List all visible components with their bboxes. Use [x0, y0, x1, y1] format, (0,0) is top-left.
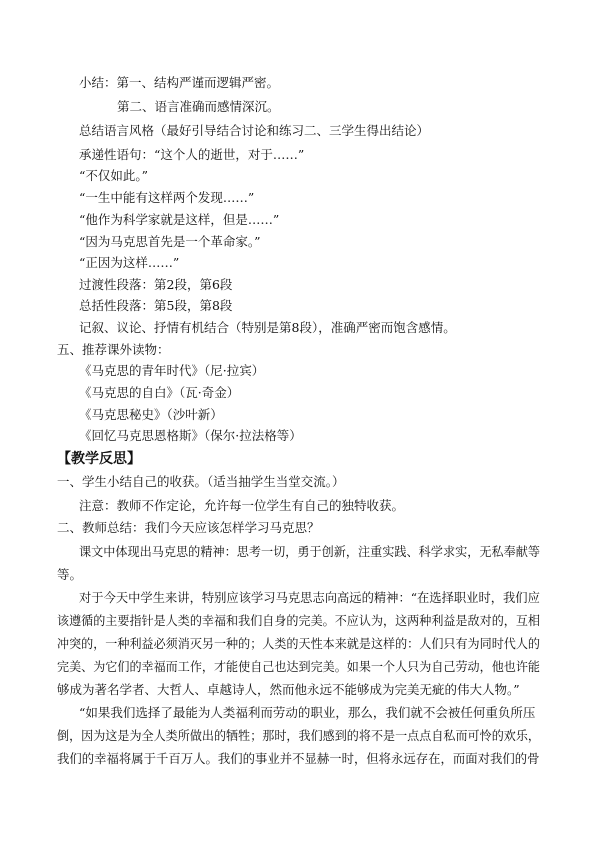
- transition-paragraph-line: 过渡性段落：第2段，第6段: [79, 277, 233, 292]
- quote-line: “因为马克思首先是一个革命家。”: [79, 234, 261, 249]
- note-line: 注意：教师不作定论，允许每一位学生有自己的独特收获。: [79, 498, 405, 513]
- body-paragraph-line: 课文中体现出马克思的精神：思考一切，勇于创新，注重实践、科学求实，无私奉献等: [79, 544, 541, 559]
- body-paragraph-line: 完美、为它们的幸福而工作，才能使自己也达到完美。如果一个人只为自己劳动，他也许能: [57, 659, 541, 674]
- body-paragraph-line: 对于今天中学生来讲，特别应该学习马克思志向高远的精神：“在选择职业时，我们应: [79, 590, 540, 605]
- reflection-item-1: 一、学生小结自己的收获。（适当抽学生当堂交流。）: [57, 474, 345, 489]
- reflection-item-2: 二、教师总结：我们今天应该怎样学习马克思？: [57, 520, 320, 535]
- body-paragraph-line: 等。: [57, 567, 83, 582]
- reading-item: 《马克思的自白》（瓦·奇金）: [79, 385, 240, 400]
- summary-line-2: 第二、语言准确而感情深沉。: [117, 99, 280, 114]
- body-paragraph-line: 我们的幸福将属于千百万人。我们的事业并不显赫一时，但将永远存在，而面对我们的骨: [57, 751, 540, 766]
- style-summary-line: 总结语言风格（最好引导结合讨论和练习二、三学生得出结论）: [79, 123, 430, 138]
- reading-item: 《回忆马克思恩格斯》（保尔·拉法格等）: [79, 428, 302, 443]
- section-five-heading: 五、推荐课外读物：: [57, 342, 170, 357]
- quote-line: “正因为这样……”: [79, 255, 180, 270]
- summary-paragraph-line: 总括性段落：第5段，第8段: [79, 298, 233, 313]
- body-paragraph-line: “如果我们选择了最能为人类福利而劳动的职业，那么，我们就不会被任何重负所压: [79, 705, 536, 720]
- transition-sentence-line: 承递性语句：“这个人的逝世，对于……”: [79, 147, 305, 162]
- body-paragraph-line: 冲突的，一种利益必须消灭另一种的；人类的天性本来就是这样的：人们只有为同时代人的: [57, 636, 541, 651]
- reading-item: 《马克思的青年时代》（尼·拉宾）: [79, 363, 265, 378]
- summary-line-1: 小结：第一、结构严谨而逻辑严密。: [79, 75, 280, 90]
- quote-line: “一生中能有这样两个发现……”: [79, 190, 255, 205]
- reading-item: 《马克思秘史》（沙叶新）: [79, 407, 223, 422]
- narration-line: 记叙、议论、抒情有机结合（特别是第8段），准确严密而饱含感情。: [79, 320, 456, 335]
- quote-line: “不仅如此。”: [79, 168, 149, 183]
- quote-line: “他作为科学家就是这样，但是……”: [79, 212, 280, 227]
- body-paragraph-line: 该遵循的主要指针是人类的幸福和我们自身的完美。不应认为，这两种利益是敌对的，互相: [57, 613, 541, 628]
- body-paragraph-line: 够成为著名学者、大哲人、卓越诗人，然而他永远不能够成为完美无疵的伟大人物。”: [57, 682, 520, 697]
- teaching-reflection-heading: 【教学反思】: [57, 451, 141, 467]
- body-paragraph-line: 倒，因为这是为全人类所做出的牺牲；那时，我们感到的将不是一点点自私而可怜的欢乐，: [57, 728, 541, 743]
